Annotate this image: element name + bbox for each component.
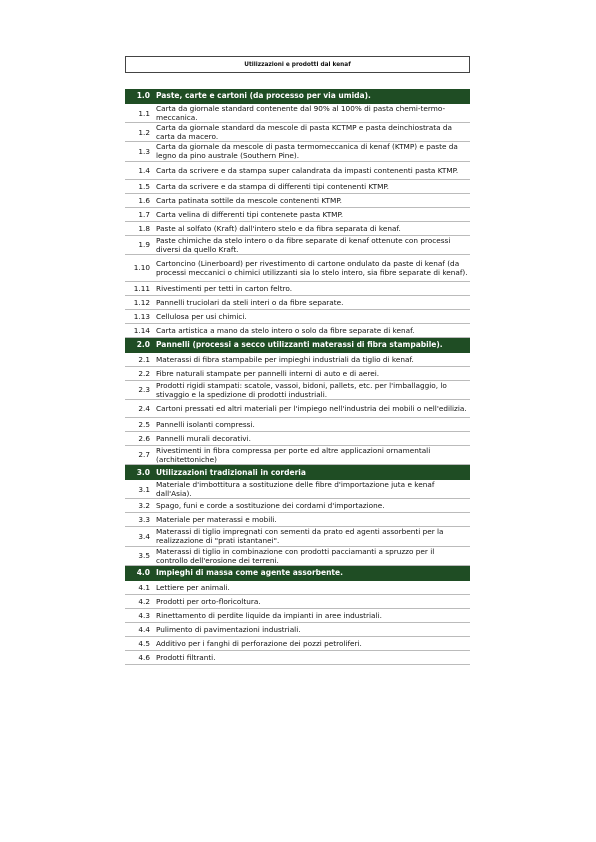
item-number: 2.2 [125,366,153,380]
section-number: 2.0 [125,337,153,352]
table-row [125,499,470,513]
item-number: 2.6 [125,431,153,445]
section-number: 4.0 [125,565,153,580]
table-row [125,352,470,366]
item-number: 1.9 [125,235,153,254]
item-text: Materiale per materassi e mobili. [153,513,470,527]
item-text: Spago, funi e corde a sostituzione dei cordami d'importazione. [153,499,470,513]
item-text: Cartoni pressati ed altri materiali per l'impiego nell'industria dei mobili o nell'edilizia. [153,399,470,417]
item-text: Carta da scrivere e da stampa di differenti tipi contenenti KTMP. [153,179,470,193]
table-row [125,608,470,622]
table-row [125,309,470,323]
item-text: Paste al solfato (Kraft) dall'intero stelo e da fibra separata di kenaf. [153,221,470,235]
table-row [125,207,470,221]
item-text: Carta patinata sottile da mescole contenenti KTMP. [153,193,470,207]
item-number: 1.12 [125,295,153,309]
item-text: Carta da giornale da mescole di pasta termomeccanica di kenaf (KTMP) e paste da legno da pino australe (Southern Pine). [153,142,470,161]
table-row [125,480,470,499]
item-text: Rivestimenti in fibra compressa per porte ed altre applicazioni ornamentali (architettoniche) [153,445,470,464]
item-text: Additivo per i fanghi di perforazione dei pozzi petroliferi. [153,636,470,650]
table-row [125,513,470,527]
item-number: 1.8 [125,221,153,235]
table-row [125,104,470,123]
item-number: 2.1 [125,352,153,366]
section-number: 3.0 [125,465,153,480]
table-row [125,636,470,650]
table-row [125,366,470,380]
item-number: 4.4 [125,622,153,636]
item-text: Carta velina di differenti tipi contenete pasta KTMP. [153,207,470,221]
table-row [125,546,470,565]
item-number: 3.2 [125,499,153,513]
table-row [125,123,470,142]
section-heading: Utilizzazioni tradizionali in corderia [153,465,470,480]
item-number: 4.2 [125,594,153,608]
item-text: Rinettamento di perdite liquide da impianti in aree industriali. [153,608,470,622]
item-text: Carta da giornale standard da mescole di pasta KCTMP e pasta deinchiostrata da carta da macero. [153,123,470,142]
item-text: Materiale d'imbottitura a sostituzione delle fibre d'importazione juta e kenaf dall'Asia). [153,480,470,499]
table-row [125,380,470,399]
section-header-row [125,89,470,104]
item-number: 3.1 [125,480,153,499]
item-number: 1.11 [125,281,153,295]
document-title: Utilizzazioni e prodotti dal kenaf [125,56,470,73]
table-row [125,417,470,431]
table-row [125,650,470,664]
item-text: Fibre naturali stampate per pannelli interni di auto e di aerei. [153,366,470,380]
item-number: 2.7 [125,445,153,464]
item-number: 1.6 [125,193,153,207]
item-text: Pannelli murali decorativi. [153,431,470,445]
item-number: 1.1 [125,104,153,123]
table-row [125,179,470,193]
table-row [125,431,470,445]
table-row [125,399,470,417]
item-number: 2.4 [125,399,153,417]
table-row [125,161,470,179]
item-number: 1.13 [125,309,153,323]
item-number: 1.3 [125,142,153,161]
item-text: Prodotti per orto-floricoltura. [153,594,470,608]
table-row [125,193,470,207]
item-number: 4.6 [125,650,153,664]
item-number: 1.2 [125,123,153,142]
section-heading: Paste, carte e cartoni (da processo per via umida). [153,89,470,104]
section-heading: Impieghi di massa come agente assorbente. [153,565,470,580]
item-text: Materassi di tiglio impregnati con sementi da prato ed agenti assorbenti per la realizzazione di "prati istantanei". [153,527,470,546]
item-text: Lettiere per animali. [153,580,470,594]
item-number: 1.14 [125,323,153,337]
item-text: Materassi di tiglio in combinazione con prodotti pacciamanti a spruzzo per il controllo dell'erosione dei terreni. [153,546,470,565]
item-number: 1.5 [125,179,153,193]
item-text: Prodotti filtranti. [153,650,470,664]
item-text: Carta da giornale standard contenente dal 90% al 100% di pasta chemi-termo-meccanica. [153,104,470,123]
item-text: Cellulosa per usi chimici. [153,309,470,323]
item-number: 4.3 [125,608,153,622]
kenaf-uses-table [125,89,470,665]
table-row [125,254,470,281]
table-row [125,622,470,636]
table-row [125,527,470,546]
item-number: 3.4 [125,527,153,546]
item-number: 4.5 [125,636,153,650]
item-text: Carta artistica a mano da stelo intero o solo da fibre separate di kenaf. [153,323,470,337]
table-row [125,445,470,464]
item-text: Materassi di fibra stampabile per impieghi industriali da tiglio di kenaf. [153,352,470,366]
item-number: 1.7 [125,207,153,221]
item-text: Pannelli truciolari da steli interi o da fibre separate. [153,295,470,309]
section-header-row [125,337,470,352]
section-heading: Pannelli (processi a secco utilizzanti materassi di fibra stampabile). [153,337,470,352]
table-row [125,323,470,337]
table-row [125,221,470,235]
item-text: Carta da scrivere e da stampa super calandrata da impasti contenenti pasta KTMP. [153,161,470,179]
section-header-row [125,565,470,580]
item-number: 1.10 [125,254,153,281]
item-text: Pannelli isolanti compressi. [153,417,470,431]
item-text: Pulimento di pavimentazioni industriali. [153,622,470,636]
table-row [125,235,470,254]
item-text: Rivestimenti per tetti in carton feltro. [153,281,470,295]
item-number: 1.4 [125,161,153,179]
item-number: 4.1 [125,580,153,594]
item-text: Cartoncino (Linerboard) per rivestimento di cartone ondulato da paste di kenaf (da processi meccanici o chimici utilizzanti sia lo stelo intero, sia fibre separate di kenaf). [153,254,470,281]
section-number: 1.0 [125,89,153,104]
table-row [125,594,470,608]
item-number: 2.5 [125,417,153,431]
item-number: 2.3 [125,380,153,399]
item-number: 3.3 [125,513,153,527]
table-row [125,281,470,295]
table-row [125,580,470,594]
item-text: Paste chimiche da stelo intero o da fibre separate di kenaf ottenute con processi diversi da quello Kraft. [153,235,470,254]
item-text: Prodotti rigidi stampati: scatole, vassoi, bidoni, pallets, etc. per l'imballaggio, lo stivaggio e la spedizione di prodotti industriali. [153,380,470,399]
item-number: 3.5 [125,546,153,565]
section-header-row [125,465,470,480]
table-row [125,142,470,161]
table-row [125,295,470,309]
